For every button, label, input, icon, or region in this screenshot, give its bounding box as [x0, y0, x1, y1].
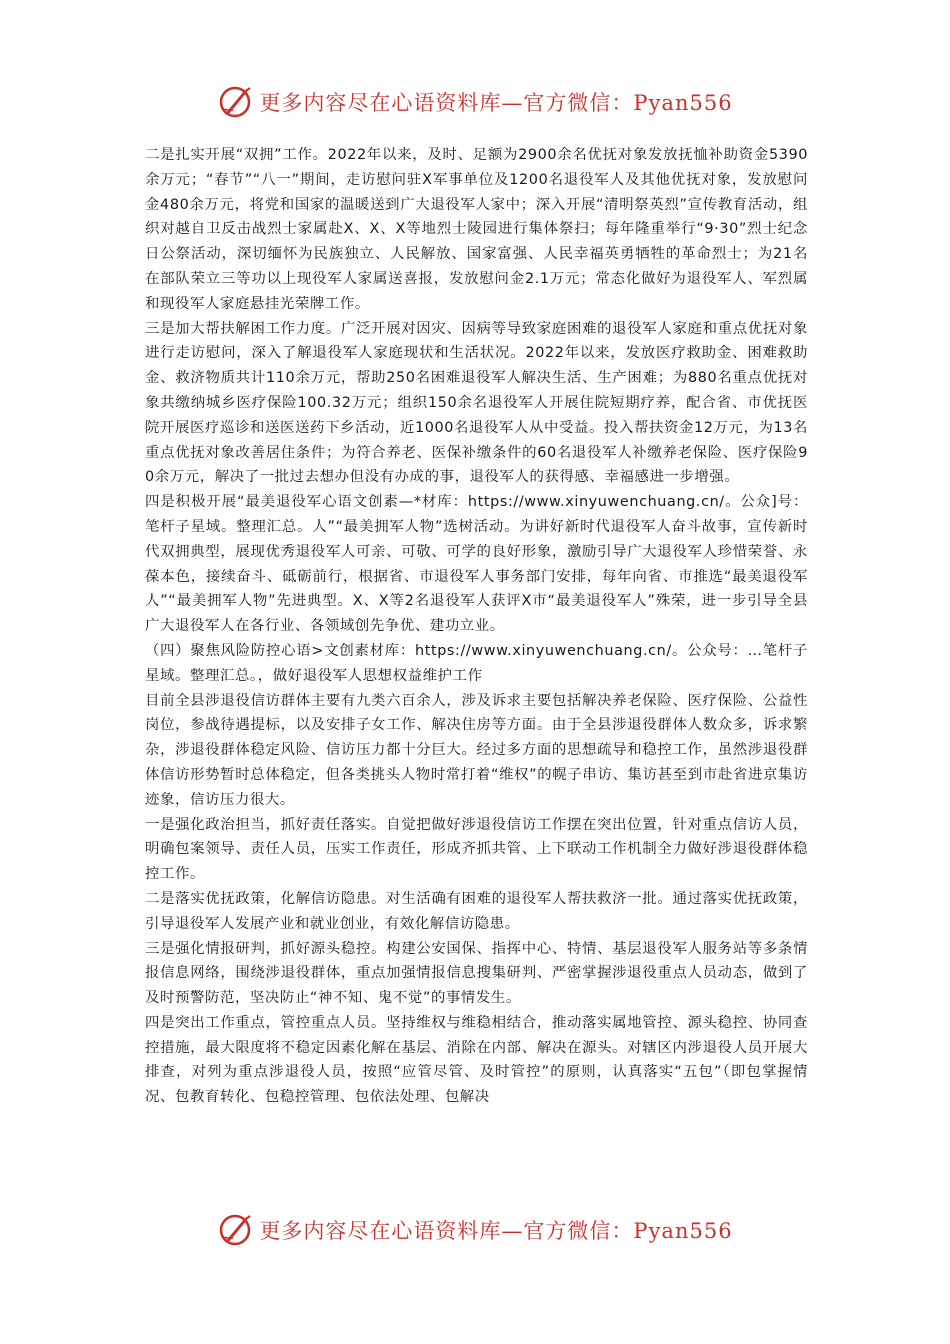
- paragraph: 一是强化政治担当，抓好责任落实。自觉把做好涉退役信访工作摆在突出位置，针对重点信访人员，明确包案领导、责任人员，压实工作责任，形成齐抓共管、上下联动工作机制全力做好涉退役群体稳控工作。: [145, 816, 808, 883]
- footer-banner: [0, 1210, 950, 1250]
- paragraph: 二是扎实开展“双拥”工作。2022年以来，及时、足额为2900余名优抚对象发放抚恤补助资金5390余万元；“春节”“八一”期间，走访慰问驻X军事单位及1200名退役军人及其他优抚对象，发放慰问金480余万元，将党和国家的温暖送到广大退役军人家中；深入开展“清明祭英烈”宣传教育活动，组织对越自卫反击战烈士家属赴X、X、X等地烈士陵园进行集体祭扫；每年隆重举行“9·30”烈士纪念日公祭活动，深切缅怀为民族独立、人民解放、国家富强、人民幸福英勇牺牲的革命烈士；为21名在部队荣立三等功以上现役军人家属送喜报，发放慰问金2.1万元；常态化做好为退役军人、军烈属和现役军人家庭悬挂光荣牌工作。: [145, 147, 808, 312]
- paragraph: 四是突出工作重点，管控重点人员。坚持维权与维稳相结合，推动落实属地管控、源头稳控、协同查控措施，最大限度将不稳定因素化解在基层、消除在内部、解决在源头。对辖区内涉退役人员开展大排查，对列为重点涉退役人员，按照“应管尽管、及时管控”的原则，认真落实“五包”（即包掌握情况、包教育转化、包稳控管理、包依法处理、包解决: [145, 1014, 808, 1106]
- paragraph: 三是强化情报研判，抓好源头稳控。构建公安国保、指挥中心、特情、基层退役军人服务站等多条情报信息网络，围绕涉退役群体，重点加强情报信息搜集研判、严密掌握涉退役重点人员动态，做到了及时预警防范，坚决防止“神不知、鬼不觉”的事情发生。: [145, 940, 808, 1007]
- section-heading: （四）聚焦风险防控心语>文创素材库：https://www.xinyuwenchuang.cn/。公众号：…笔杆子星域。整理汇总。，做好退役军人思想权益维护工作: [145, 642, 808, 684]
- document-body: [145, 143, 808, 1110]
- paragraph: 目前全县涉退役信访群体主要有九类六百余人，涉及诉求主要包括解决养老保险、医疗保险、公益性岗位，参战待遇提标，以及安排子女工作、解决住房等方面。由于全县涉退役群体人数众多，诉求繁杂，涉退役群体稳定风险、信访压力都十分巨大。经过多方面的思想疏导和稳控工作，虽然涉退役群体信访形势暂时总体稳定，但各类挑头人物时常打着“维权”的幌子串访、集访甚至到市赴省进京集访迹象，信访压力很大。: [145, 692, 808, 808]
- paragraph: 二是落实优抚政策，化解信访隐患。对生活确有困难的退役军人帮扶救济一批。通过落实优抚政策，引导退役军人发展产业和就业创业，有效化解信访隐患。: [145, 890, 808, 932]
- quill-pen-circle-icon: [217, 1212, 253, 1248]
- paragraph: 三是加大帮扶解困工作力度。广泛开展对因灾、因病等导致家庭困难的退役军人家庭和重点优抚对象进行走访慰问，深入了解退役军人家庭现状和生活状况。2022年以来，发放医疗救助金、困难救助金、救济物质共计110余万元，帮助250名困难退役军人解决生活、生产困难；为880名重点优抚对象共缴纳城乡医疗保险100.32万元；组织150余名退役军人开展住院短期疗养，配合省、市优抚医院开展医疗巡诊和送医送药下乡活动，近1000名退役军人从中受益。投入帮扶资金12万元，为13名重点优抚对象改善居住条件；为符合养老、医保补缴条件的60名退役军人补缴养老保险、医疗保险90余万元，解决了一批过去想办但没有办成的事，退役军人的获得感、幸福感进一步增强。: [145, 320, 808, 486]
- banner-text: 更多内容尽在心语资料库—官方微信：Pyan556: [259, 1219, 733, 1243]
- header-banner: [0, 82, 950, 122]
- quill-pen-circle-icon: [217, 84, 253, 120]
- banner-text: 更多内容尽在心语资料库—官方微信：Pyan556: [259, 91, 733, 115]
- paragraph: 四是积极开展“最美退役军心语文创素—*材库：https://www.xinyuwenchuang.cn/。公众]号：笔杆子星域。整理汇总。人”“最美拥军人物”选树活动。为讲好新时代退役军人奋斗故事，宣传新时代双拥典型，展现优秀退役军人可亲、可敬、可学的良好形象，激励引导广大退役军人珍惜荣誉、永葆本色，接续奋斗、砥砺前行，根据省、市退役军人事务部门安排，每年向省、市推选“最美退役军人”“最美拥军人物”先进典型。X、X等2名退役军人获评X市“最美退役军人”殊荣，进一步引导全县广大退役军人在各行业、各领域创先争优、建功立业。: [145, 494, 808, 635]
